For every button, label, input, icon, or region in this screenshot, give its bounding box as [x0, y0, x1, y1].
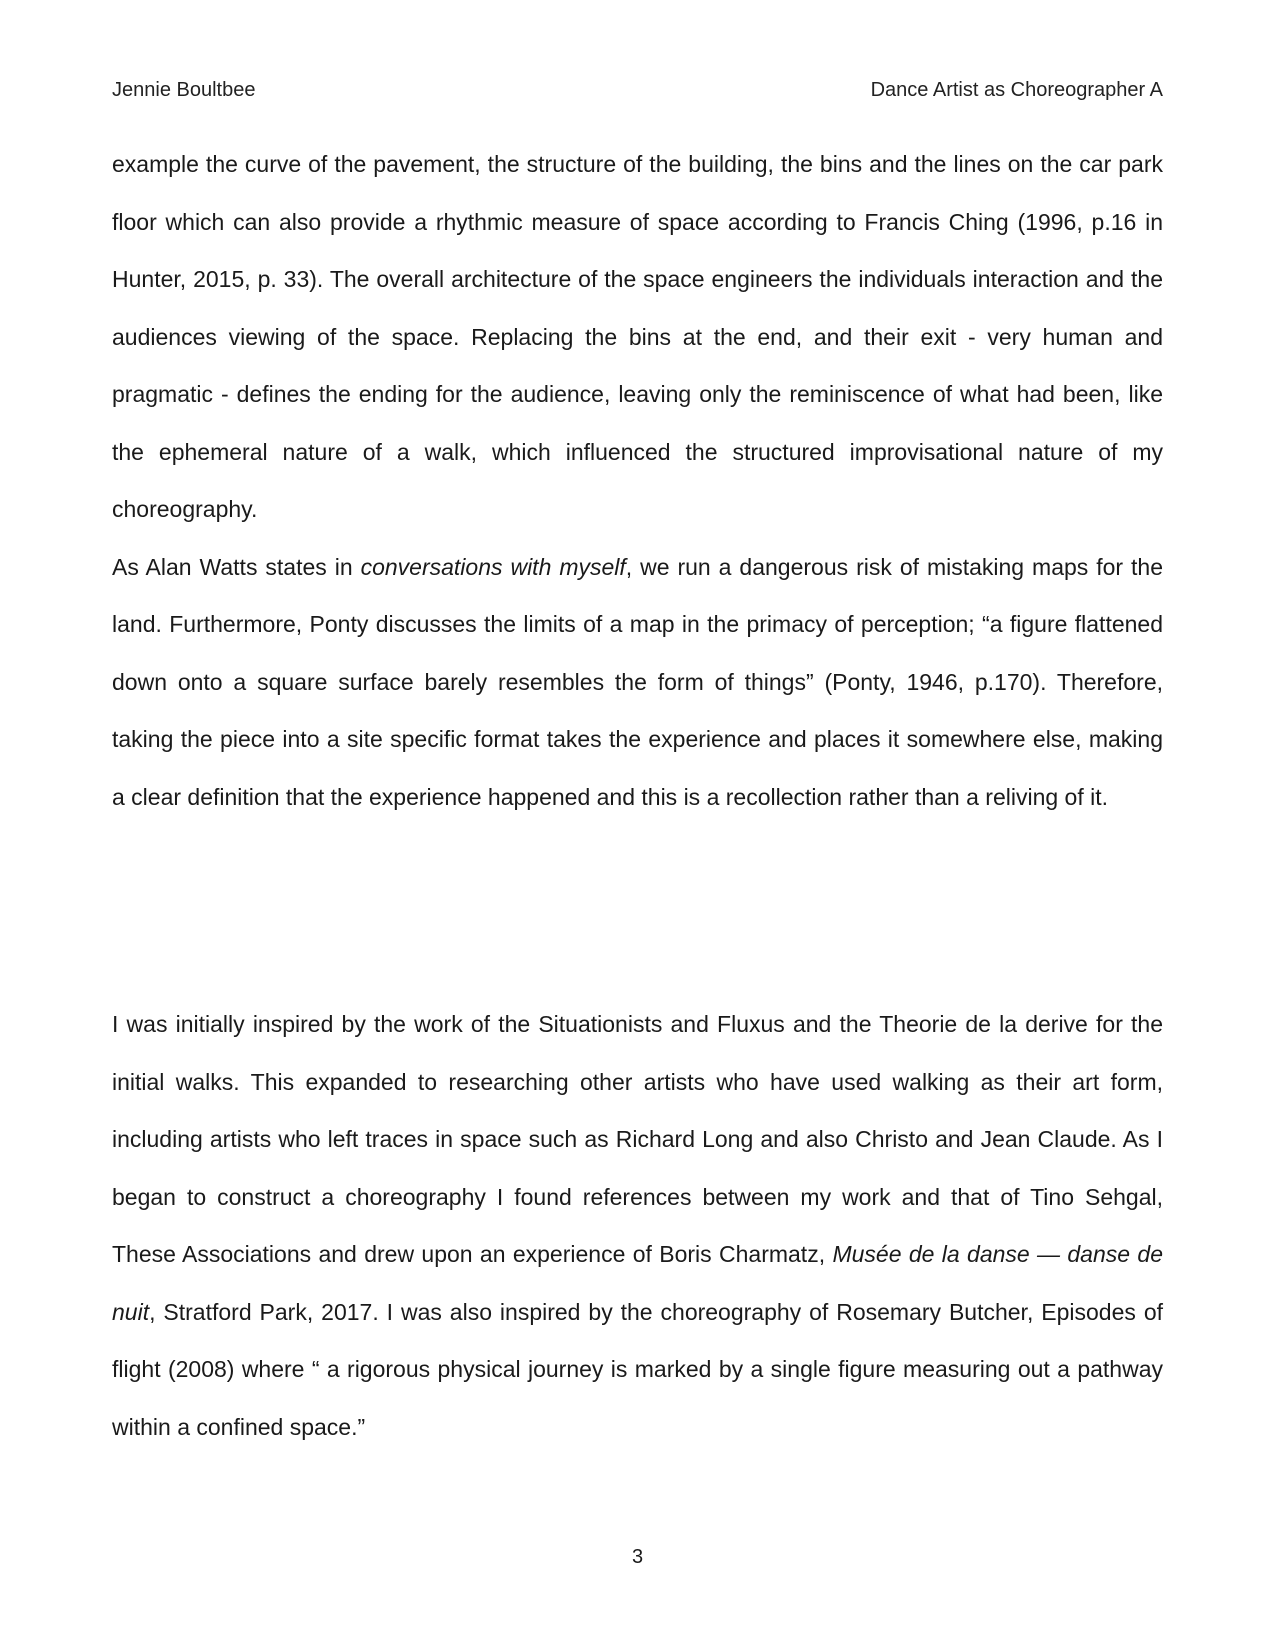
paragraph-3-text-end: , Stratford Park, 2017. I was also inspired by the choreography of Rosemary Butcher, Episodes of flight (2008) where “ a rigorous physical journey is marked by a single figure measuring out a pathway within a confined space.” [112, 1298, 1163, 1440]
header-course-title: Dance Artist as Choreographer A [870, 79, 1163, 101]
paragraph-3 [112, 996, 1163, 1456]
book-title-conversations: conversations with myself [360, 553, 626, 580]
work-title-musee-de-la-danse: Musée de la danse — danse de nuit [112, 1241, 1163, 1325]
paragraph-2 [112, 539, 1163, 827]
paragraph-3-text-start: I was initially inspired by the work of the Situationists and Fluxus and the Theorie de la derive for the initial walks. This expanded to researching other artists who have used walking as their art form, including artists who left traces in space such as Richard Long and also Christo and Jean Claude. As I began to construct a choreography I found references between my work and that of Tino Sehgal, These Associations and drew upon an experience of Boris Charmatz, [112, 1011, 1163, 1267]
paragraph-2-text-end: , we run a dangerous risk of mistaking maps for the land. Furthermore, Ponty discusses the limits of a map in the primacy of perception; “a figure flattened down onto a square surface barely resembles the form of things” (Ponty, 1946, p.170). Therefore, taking the piece into a site specific format takes the experience and places it somewhere else, making a clear definition that the experience happened and this is a recollection rather than a reliving of it. [112, 553, 1164, 810]
header-author: Jennie Boultbee [112, 79, 256, 101]
page-number: 3 [631, 1546, 644, 1568]
body-section-2 [112, 996, 1163, 1456]
paragraph-2-text-start: As Alan Watts states in [112, 553, 361, 580]
paragraph-1: example the curve of the pavement, the structure of the building, the bins and the lines on the car park floor which can also provide a rhythmic measure of space according to Francis Ching (1996, p.16 in Hunter, 2015, p. 33). The overall architecture of the space engineers the individuals interaction and the audiences viewing of the space. Replacing the bins at the end, and their exit - very human and pragmatic - defines the ending for the audience, leaving only the reminiscence of what had been, like the ephemeral nature of a walk, which influenced the structured improvisational nature of my choreography. [112, 151, 1163, 522]
page-header [112, 76, 1163, 104]
body-section-1 [112, 136, 1163, 826]
